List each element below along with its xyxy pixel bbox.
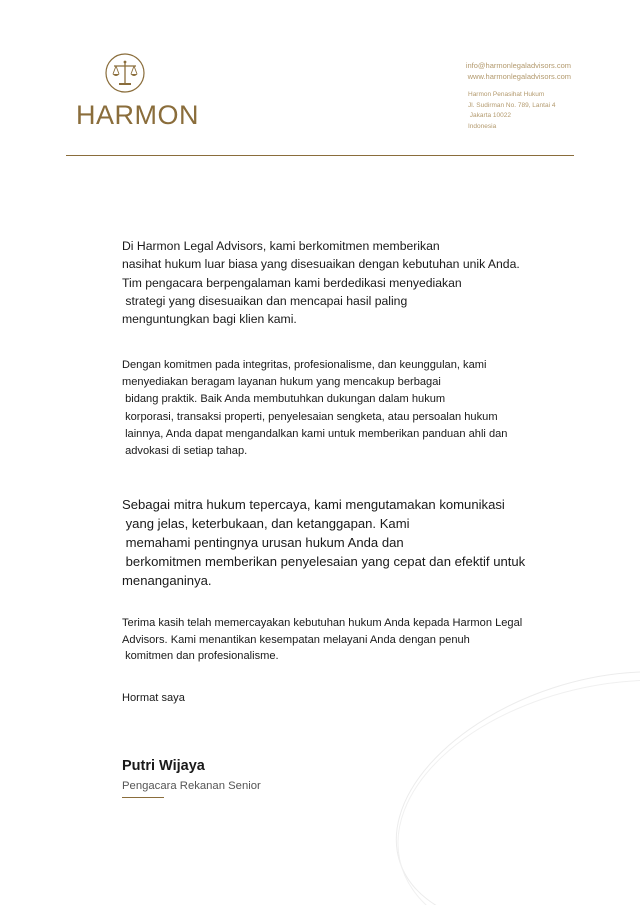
signature-underline	[122, 797, 164, 798]
paragraph-thanks	[122, 615, 552, 665]
text-line: nasihat hukum luar biasa yang disesuaikan dengan kebutuhan unik Anda.	[122, 257, 520, 272]
text-line: yang jelas, keterbukaan, dan ketanggapan. Kami	[122, 516, 410, 532]
text-line: Terima kasih telah memercayakan kebutuhan hukum Anda kepada Harmon Legal	[122, 617, 523, 629]
text-line: Di Harmon Legal Advisors, kami berkomitmen memberikan	[122, 239, 440, 253]
text-line: Advisors. Kami menantikan kesempatan melayani Anda dengan penuh	[122, 633, 470, 646]
text-line: berkomitmen memberikan penyelesaian yang cepat dan efektif untuk	[122, 554, 526, 570]
text-line: menanganinya.	[122, 573, 212, 589]
text-line: Dengan komitmen pada integritas, profesionalisme, dan keunggulan, kami	[122, 359, 487, 371]
paragraph-intro	[122, 237, 552, 328]
paragraph-services	[122, 357, 552, 460]
text-line: bidang praktik. Baik Anda membutuhkan dukungan dalam hukum	[122, 393, 446, 406]
text-line: komitmen dan profesionalisme.	[122, 650, 279, 663]
website-link[interactable]: www.harmonlegaladvisors.com	[467, 72, 571, 81]
address-line: Harmon Penasihat Hukum	[468, 91, 545, 98]
text-line: advokasi di setiap tahap.	[122, 445, 248, 458]
scales-of-justice-icon	[104, 52, 146, 94]
address-line: Indonesia	[468, 122, 497, 130]
text-line: Tim pengacara berpengalaman kami berdedikasi menyediakan	[122, 275, 462, 290]
closing-salutation: Hormat saya	[122, 692, 185, 704]
text-line: memahami pentingnya urusan hukum Anda dan	[122, 535, 404, 551]
contact-info	[466, 60, 571, 82]
address-line: Jl. Sudirman No. 789, Lantai 4	[468, 101, 556, 109]
text-line: strategi yang disesuaikan dan mencapai hasil paling	[122, 293, 408, 308]
text-line: menyediakan beragam layanan hukum yang mencakup berbagai	[122, 376, 441, 389]
text-line: menguntungkan bagi klien kami.	[122, 312, 297, 327]
address-block	[468, 90, 555, 132]
text-line: lainnya, Anda dapat mengandalkan kami untuk memberikan panduan ahli dan	[122, 427, 508, 440]
address-line: Jakarta 10022	[468, 112, 512, 119]
header-divider	[66, 155, 574, 156]
text-line: korporasi, transaksi properti, penyelesaian sengketa, atau persoalan hukum	[122, 410, 498, 423]
brand-name: HARMON	[76, 100, 199, 130]
signatory-title: Pengacara Rekanan Senior	[122, 780, 261, 792]
paragraph-partner	[122, 495, 552, 590]
email-link[interactable]: info@harmonlegaladvisors.com	[465, 61, 571, 70]
text-line: Sebagai mitra hukum tepercaya, kami mengutamakan komunikasi	[122, 497, 505, 512]
signatory-name: Putri Wijaya	[122, 758, 205, 774]
